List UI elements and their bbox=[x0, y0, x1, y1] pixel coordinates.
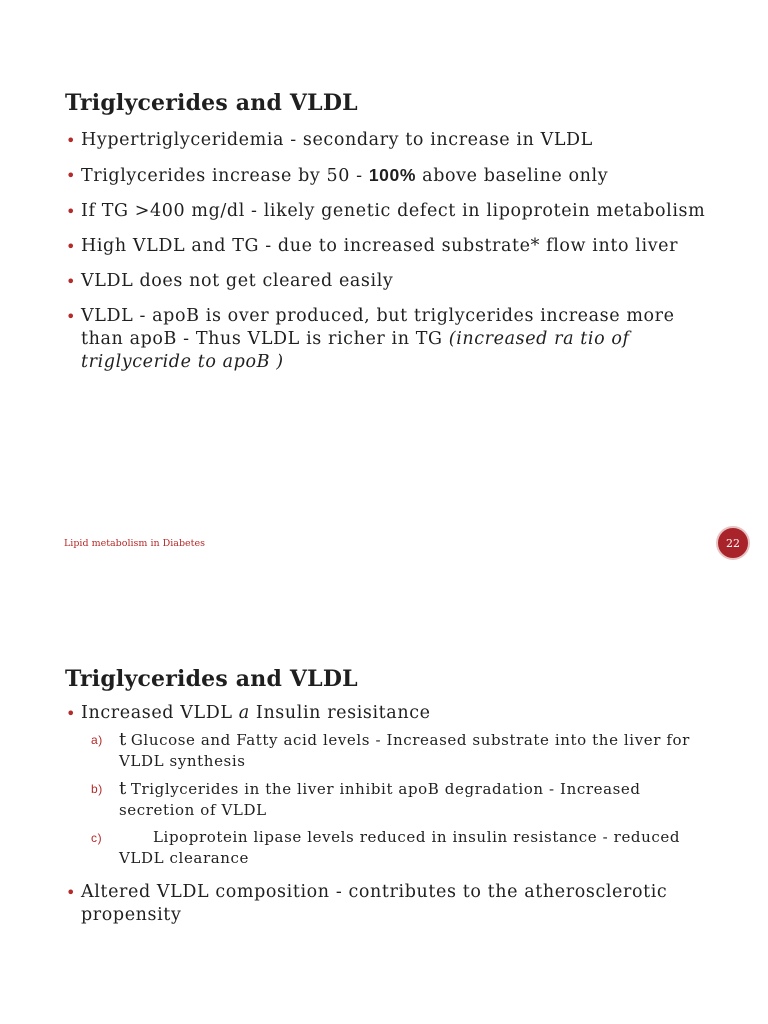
bullet-list bbox=[64, 129, 714, 386]
bullet-item: • Increased VLDL a Insulin resisitance a) t Glucose and Fatty acid levels - Increased substrate into the liver for VLDL synthesis b) t Triglycerides in the liver inhibit apoB degradation - Increased secretion of VLDL c) Lipoprotein lipase levels reduced in insulin resistance - reduced VLDL clearance bbox=[64, 702, 714, 869]
bullet-item: • High VLDL and TG - due to increased substrate* flow into liver bbox=[66, 236, 679, 256]
sub-marker: c) bbox=[91, 831, 103, 845]
bullet-item: • If TG >400 mg/dl - likely genetic defect in lipoprotein metabolism bbox=[66, 201, 706, 221]
sub-item: c) Lipoprotein lipase levels reduced in insulin resistance - reduced VLDL clearance bbox=[91, 828, 681, 867]
page-number-badge: 22 bbox=[716, 526, 750, 560]
arrow-symbol-icon: t bbox=[119, 778, 127, 799]
slide-title: Triglycerides and VLDL bbox=[65, 666, 358, 692]
sub-list bbox=[81, 729, 714, 869]
bullet-list bbox=[64, 702, 714, 939]
bullet-icon: • bbox=[66, 883, 77, 902]
bullet-icon: • bbox=[66, 237, 77, 256]
bullet-icon: • bbox=[66, 202, 77, 221]
sub-marker: b) bbox=[91, 782, 103, 796]
bullet-icon: • bbox=[66, 704, 77, 723]
bullet-icon: • bbox=[66, 307, 77, 326]
bullet-icon: • bbox=[66, 166, 77, 185]
slide-footer: Lipid metabolism in Diabetes bbox=[64, 538, 205, 549]
bullet-icon: • bbox=[66, 131, 77, 150]
sub-marker: a) bbox=[91, 733, 103, 747]
emphasis-text: 100% bbox=[368, 165, 416, 185]
slide-title: Triglycerides and VLDL bbox=[65, 90, 358, 116]
bullet-item: • VLDL does not get cleared easily bbox=[66, 271, 394, 291]
bullet-item: • VLDL - apoB is over produced, but triglycerides increase more than apoB - Thus VLDL is richer in TG (increased ra tio of triglyceride to apoB ) bbox=[66, 306, 675, 372]
sub-item: b) t Triglycerides in the liver inhibit apoB degradation - Increased secretion of VLDL bbox=[91, 778, 641, 819]
bullet-item: • Hypertriglyceridemia - secondary to increase in VLDL bbox=[66, 130, 593, 150]
italic-note: (increased ra tio of triglyceride to apoB ) bbox=[81, 329, 630, 372]
sub-item: a) t Glucose and Fatty acid levels - Increased substrate into the liver for VLDL synthesis bbox=[91, 729, 690, 770]
bullet-item: • Altered VLDL composition - contributes to the atherosclerotic propensity bbox=[66, 882, 668, 925]
bullet-item: • Triglycerides increase by 50 - 100% above baseline only bbox=[66, 165, 609, 186]
slide-2 bbox=[0, 580, 768, 1024]
bullet-icon: • bbox=[66, 272, 77, 291]
arrow-symbol-icon: t bbox=[119, 729, 127, 750]
